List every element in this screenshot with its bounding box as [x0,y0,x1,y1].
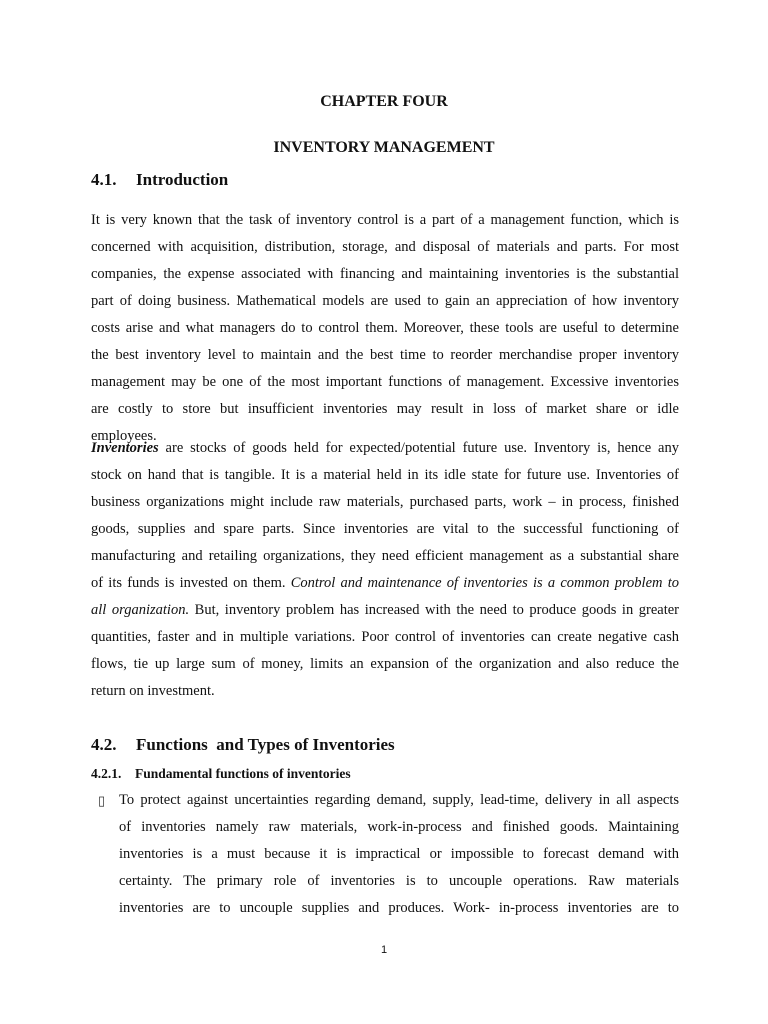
emphasis-text: Control and maintenance of inventories is a common problem to [290,575,679,591]
text-line: quantities, faster and in multiple variations. Poor control of inventories can create negative cash [91,629,679,645]
text-line: the best inventory level to maintain and the best time to reorder merchandise proper inventory [91,347,679,363]
text-line [91,435,679,462]
subsection-title: Fundamental functions of inventories [135,766,351,781]
text-line: It is very known that the task of inventory control is a part of a management function, which is [91,212,679,228]
intro-paragraph [91,207,679,450]
term-inventories: Inventories [91,440,159,456]
text-line: certainty. The primary role of inventories is to uncouple operations. Raw materials [119,873,679,889]
text-line: inventories are to uncouple supplies and produces. Work- in-process inventories are to [119,900,679,916]
text-segment: But, inventory problem has increased with the need to produce goods in greater [189,602,679,618]
text-line: inventories is a must because it is impractical or impossible to forecast demand with [119,846,679,862]
text-line: of inventories namely raw materials, work-in-process and finished goods. Maintaining [119,819,679,835]
chapter-number: CHAPTER FOUR [320,93,448,110]
text-line: companies, the expense associated with financing and maintaining inventories is the substantial [91,266,679,282]
section-heading-4-1 [91,170,228,190]
section-number: 4.2. [91,735,117,754]
text-line [91,570,679,597]
text-line: are costly to store but insufficient inventories may result in loss of market share or idle [91,401,679,417]
text-line: management may be one of the most important functions of management. Excessive inventories [91,374,679,390]
text-line [91,597,679,624]
bullet-icon: ▯ [98,793,106,808]
section-heading-4-2 [91,735,395,755]
subsection-heading-4-2-1 [91,766,351,782]
text-segment: of its funds is invested on them. [91,575,291,591]
bullet-item [119,787,679,922]
text-line: part of doing business. Mathematical models are used to gain an appreciation of how inventory [91,293,679,309]
text-line: manufacturing and retailing organizations, they need efficient management as a substantial share [91,548,679,564]
section-number: 4.1. [91,170,117,189]
section-title: Functions and Types of Inventories [136,735,395,754]
text-line: flows, tie up large sum of money, limits an expansion of the organization and also reduce the [91,656,679,672]
section-title: Introduction [136,170,229,189]
inventories-paragraph [91,435,679,705]
text-line: employees. [91,428,157,444]
text-line: goods, supplies and spare parts. Since inventories are vital to the successful functioning of [91,521,679,537]
text-line: business organizations might include raw materials, purchased parts, work – in process, finished [91,494,679,510]
text-line: To protect against uncertainties regarding demand, supply, lead-time, delivery in all aspects [119,792,679,808]
text-line: return on investment. [91,683,215,699]
text-line: costs arise and what managers do to control them. Moreover, these tools are useful to determine [91,320,679,336]
subsection-number: 4.2.1. [91,766,122,781]
text-line: concerned with acquisition, distribution, storage, and disposal of materials and parts. For most [91,239,679,255]
text-line: stock on hand that is tangible. It is a material held in its idle state for future use. Inventories of [91,467,679,483]
chapter-title: INVENTORY MANAGEMENT [273,139,495,156]
page-number: 1 [380,944,388,956]
emphasis-text: all organization. [91,602,190,618]
text-segment: are stocks of goods held for expected/potential future use. Inventory is, hence any [158,440,679,456]
